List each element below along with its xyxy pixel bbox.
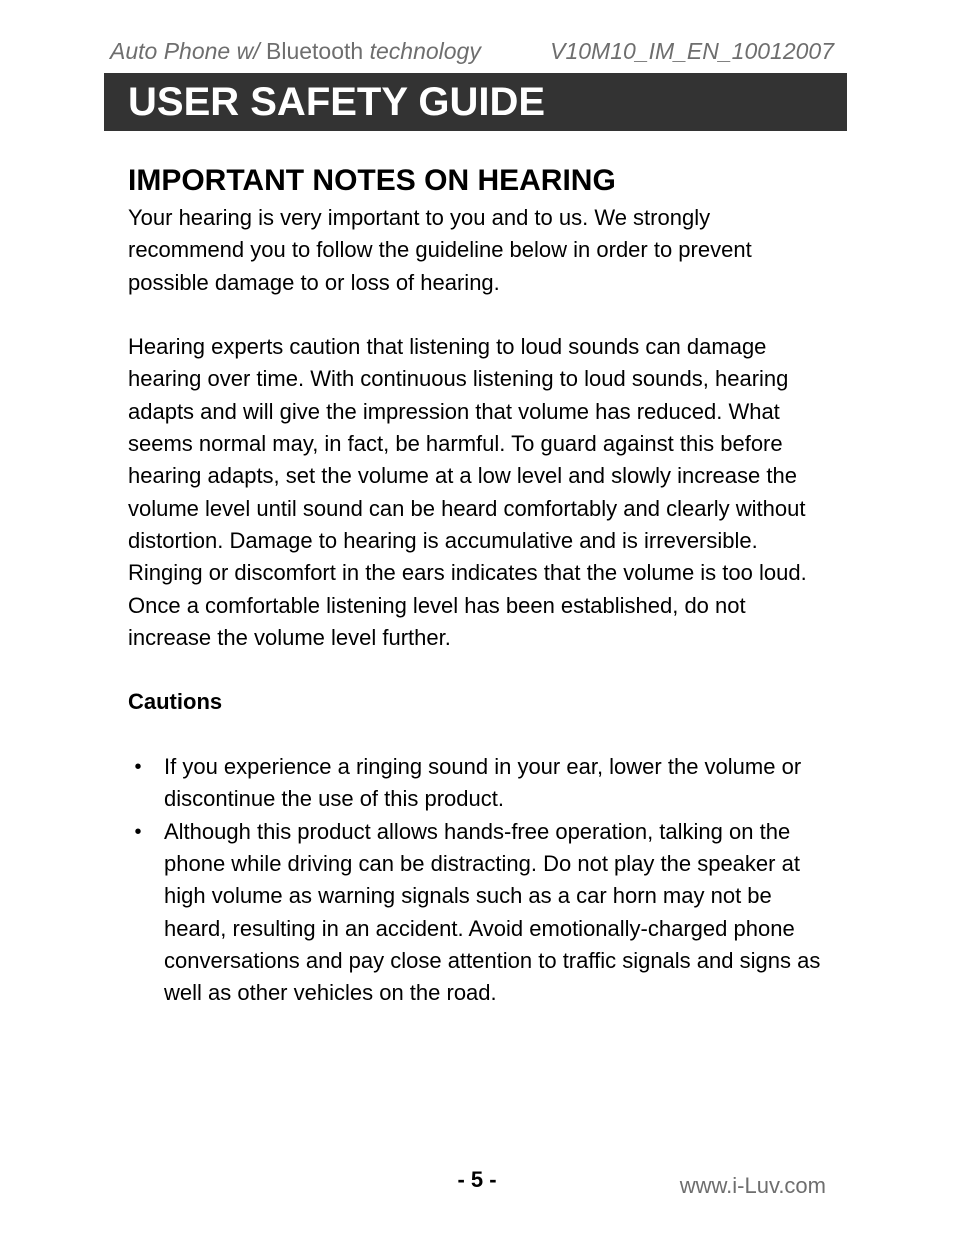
caution-text: Although this product allows hands-free operation, talking on the phone while driving can be distracting. Do not play the speaker at high volume as warning signals such as a car horn may not be heard, resulting in an accident. Avoid emotionally-charged phone conversations and pay close attention to traffic signals and signs as well as other vehicles on the road. bbox=[164, 818, 821, 1006]
website-url: www.i-Luv.com bbox=[679, 1173, 826, 1198]
list-item bbox=[128, 816, 828, 1010]
title-banner bbox=[104, 73, 847, 131]
product-suffix: technology bbox=[369, 38, 481, 64]
product-prefix: Auto Phone w/ bbox=[110, 38, 260, 64]
bullet-icon: • bbox=[134, 756, 142, 779]
bullet-icon: • bbox=[134, 820, 142, 843]
document-code: V10M10_IM_EN_10012007 bbox=[550, 38, 834, 64]
cautions-list bbox=[128, 751, 828, 1009]
intro-paragraph: Your hearing is very important to you and to us. We strongly recommend you to follow the guideline below in order to prevent possible damage to or loss of hearing. bbox=[128, 205, 752, 295]
product-bluetooth: Bluetooth bbox=[266, 38, 364, 64]
page-title: USER SAFETY GUIDE bbox=[128, 80, 546, 124]
list-item bbox=[128, 751, 828, 816]
hearing-experts-paragraph: Hearing experts caution that listening to loud sounds can damage hearing over time. With continuous listening to loud sounds, hearing adapts and will give the impression that volume has reduced. What seems normal may, in fact, be harmful. To guard against this before hearing adapts, set the volume at a low level and slowly increase the volume level until sound can be heard comfortably and clearly without distortion. Damage to hearing is accumulative and is irreversible. Ringing or discomfort in the ears indicates that the volume is too loud. Once a comfortable listening level has been established, do not increase the volume level further. bbox=[128, 334, 807, 650]
cautions-heading: Cautions bbox=[128, 689, 223, 715]
running-header bbox=[110, 38, 834, 65]
caution-text: If you experience a ringing sound in your ear, lower the volume or discontinue the use of this product. bbox=[164, 754, 802, 812]
main-content bbox=[128, 160, 828, 1009]
section-heading: IMPORTANT NOTES ON HEARING bbox=[128, 164, 616, 197]
page-number: - 5 - bbox=[457, 1167, 497, 1192]
